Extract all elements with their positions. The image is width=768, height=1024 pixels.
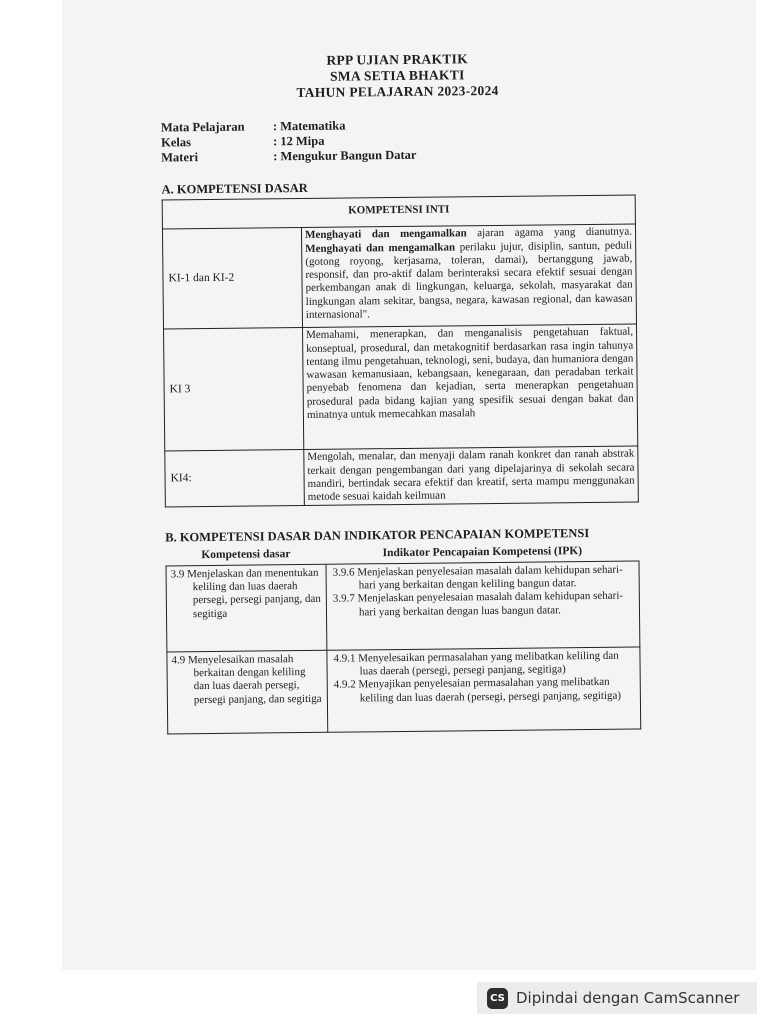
table-row bbox=[167, 647, 641, 734]
table-row bbox=[166, 561, 640, 652]
description-text: perilaku jujur, disiplin, santun, peduli (gotong royong, kerjasama, toleran, damai), bertanggung jawab, responsif, dan pro-aktif dalam berinteraksi secara efektif sesuai dengan perkembangan anak di lingkungan, keluarga, sekolah, masyarakat dan lingkungan alam sekitar, bangsa, negara, kawasan regional, dan kawasan internasional". bbox=[305, 239, 633, 322]
description-text: ajaran agama yang dianutnya. bbox=[466, 225, 633, 240]
ipk-item: 3.9.7 Menjelaskan penyelesaian masalah dalam kehidupan sehari-hari yang berkaitan dengan luas bangun datar. bbox=[332, 590, 624, 619]
document-title bbox=[160, 50, 634, 103]
meta-material-value: : Mengukur Bangun Datar bbox=[273, 147, 417, 164]
section-b-heading: B. KOMPETENSI DASAR DAN INDIKATOR PENCAPAIAN KOMPETENSI bbox=[165, 526, 590, 545]
ipk-item: 4.9.1 Menyelesaikan permasalahan yang melibatkan keliling dan luas daerah (persegi, persegi panjang, segitiga) bbox=[333, 649, 619, 678]
row-description bbox=[301, 224, 636, 327]
title-line-2: SMA SETIA BHAKTI bbox=[330, 67, 465, 84]
section-a-heading: A. KOMPETENSI DASAR bbox=[161, 180, 308, 197]
column-header-kd: Kompetensi dasar bbox=[166, 546, 326, 565]
kd-cell bbox=[166, 564, 327, 652]
kd-text: 3.9 Menjelaskan dan menentukan keliling dan luas daerah persegi, persegi panjang, dan segitiga bbox=[170, 566, 321, 620]
title-line-1: RPP UJIAN PRAKTIK bbox=[326, 51, 469, 68]
title-line-3: TAHUN PELAJARAN 2023-2024 bbox=[296, 82, 499, 101]
kd-text: 4.9 Menyelesaikan masalah berkaitan dengan keliling dan luas daerah persegi, persegi panjang, dan segitiga bbox=[171, 652, 322, 706]
kd-cell bbox=[167, 650, 328, 734]
camscanner-logo-icon: CS bbox=[487, 988, 508, 1009]
table-row bbox=[165, 446, 639, 507]
ipk-cell bbox=[327, 647, 641, 732]
table-header: KOMPETENSI INTI bbox=[162, 195, 635, 229]
table-row bbox=[162, 224, 636, 329]
column-header-ipk: Indikator Pencapaian Kompetensi (IPK) bbox=[326, 543, 639, 564]
row-description: Memahami, menerapkan, dan menganalisis pengetahuan faktual, konseptual, prosedural, dan metakognitif berdasarkan rasa ingin tahunya tentang ilmu pengetahuan, teknologi, seni, budaya, dan humaniora dengan wawasan kemanusiaan, kebangsaan, kenegaraan, dan peradaban terkait penyebab fenomena dan kejadian, serta menerapkan pengetahuan prosedural pada bidang kajian yang spesifik sesuai dengan bakat dan minatnya untuk memecahkan masalah bbox=[303, 324, 638, 449]
row-label: KI 3 bbox=[164, 328, 304, 451]
camscanner-watermark bbox=[477, 982, 757, 1014]
table-row bbox=[164, 324, 638, 451]
camscanner-text: Dipindai dengan CamScanner bbox=[516, 989, 740, 1007]
row-label: KI4: bbox=[165, 450, 305, 508]
emphasis-text: Menghayati dan mengamalkan bbox=[304, 227, 467, 242]
row-label: KI-1 dan KI-2 bbox=[162, 228, 302, 329]
meta-material-key: Materi bbox=[161, 150, 199, 165]
ipk-item: 4.9.2 Menyajikan penyelesaian permasalahan yang melibatkan keliling dan luas daerah (persegi, persegi panjang, segitiga) bbox=[333, 676, 622, 705]
meta-class-key: Kelas bbox=[160, 135, 191, 150]
kd-ipk-table bbox=[165, 543, 641, 734]
meta-subject-key: Mata Pelajaran bbox=[160, 119, 245, 135]
document-page bbox=[160, 38, 641, 735]
ipk-cell bbox=[326, 561, 640, 650]
meta-subject-value: : Matematika bbox=[272, 118, 346, 134]
meta-class-value: : 12 Mipa bbox=[272, 133, 325, 149]
ipk-item: 3.9.6 Menjelaskan penyelesaian masalah dalam kehidupan sehari-hari yang berkaitan dengan keliling bangun datar. bbox=[332, 563, 623, 592]
kompetensi-inti-table bbox=[162, 195, 639, 508]
row-description: Mengolah, menalar, dan menyaji dalam ranah konkret dan ranah abstrak terkait dengan pengembangan dari yang dipelajarinya di sekolah secara mandiri, bertindak secara efektif dan kreatif, serta mampu menggunakan metode sesuai kaidah keilmuan bbox=[304, 446, 639, 506]
emphasis-text: Menghayati dan mengamalkan bbox=[305, 240, 456, 255]
document-meta bbox=[161, 116, 635, 166]
